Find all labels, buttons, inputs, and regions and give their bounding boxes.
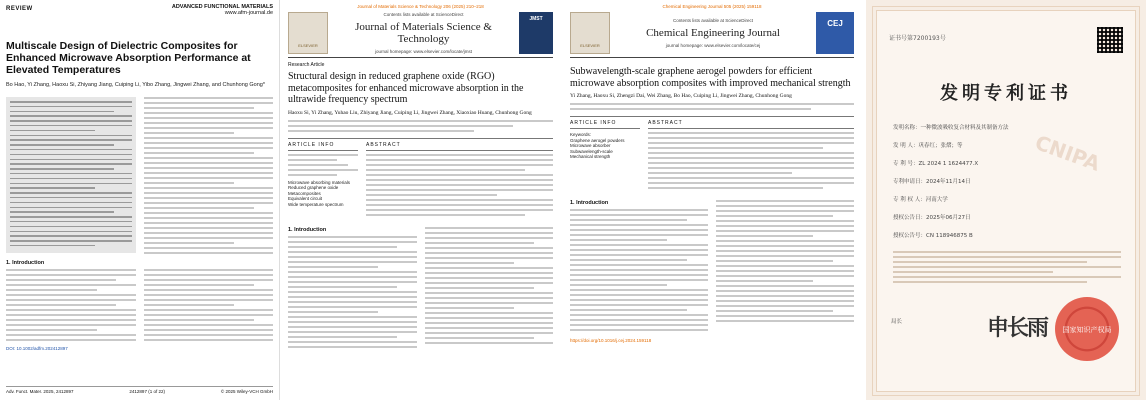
- elsevier-logo: ELSEVIER: [288, 12, 328, 54]
- journal-cover: JMST: [519, 12, 553, 54]
- availability-text: Contents lists available at ScienceDirect: [383, 12, 464, 17]
- body-columns: [288, 227, 553, 351]
- doi-link[interactable]: DOI: 10.1002/adfm.202412897: [6, 346, 68, 351]
- intro-heading: 1. Introduction: [6, 260, 45, 266]
- director-label: 局长: [891, 319, 903, 325]
- grant-date: 授权公告日：2025年06月27日: [893, 215, 971, 221]
- invention-name: 发明名称：一种微波吸收复合材料及其制备方法: [893, 125, 1009, 131]
- paper-title: Subwavelength-scale graphene aerogel powders for efficient microwave absorption composites with improved mechanical strength: [570, 66, 851, 89]
- paper-cej: [562, 0, 862, 400]
- official-seal-icon: 国家知识产权局: [1055, 297, 1119, 361]
- paper-adv-funct-mater: [0, 0, 280, 400]
- patent-number: 专 利 号：ZL 2024 1 1624477.X: [893, 161, 979, 167]
- journal-homepage[interactable]: journal homepage: www.elsevier.com/locate/cej: [665, 43, 761, 48]
- article-type: Research Article: [288, 62, 325, 68]
- journal-homepage[interactable]: journal homepage: www.elsevier.com/locate/jmst: [374, 49, 473, 54]
- certificate-paper: [876, 10, 1136, 392]
- patentee: 专 利 权 人：河南大学: [893, 197, 948, 203]
- paper-jmst: [282, 0, 559, 400]
- paper-title: Multiscale Design of Dielectric Composites for Enhanced Microwave Absorption Performance at Elevated Temperatures: [6, 40, 251, 76]
- affiliations: [288, 120, 553, 132]
- info-abstract: [570, 116, 854, 192]
- paper-authors: Haoxu Si, Yi Zhang, Yuhao Liu, Zhiyang Jiang, Cuiping Li, Jingwei Zhang, Xiaoxiao Huang, Chunhong Gong: [288, 109, 532, 116]
- abstract-label: ABSTRACT: [648, 120, 854, 129]
- section-label: REVIEW: [6, 6, 33, 12]
- watermark: CNIPA: [1031, 130, 1104, 176]
- paper-authors: Bo Hao, Yi Zhang, Haoxu Si, Zhiyang Jiang, Cuiping Li, Yibo Zhang, Jingwei Zhang, and Chunhong Gong*: [6, 82, 265, 88]
- certificate-body-text: [893, 251, 1121, 286]
- keyword-list: Microwave absorbing materials Reduced graphene oxide Metacomposites Equivalent circuit Wide temperature spectrum: [288, 179, 351, 207]
- paper-authors: Yi Zhang, Haoxu Si, Zhengzi Dai, Wei Zhang, Bo Hao, Cuiping Li, Jingwei Zhang, Chunhong Gong: [570, 93, 792, 99]
- availability-text: Contents lists available at ScienceDirect: [672, 18, 754, 23]
- body-columns: [570, 200, 854, 334]
- article-info-label: ARTICLE INFO: [570, 120, 640, 129]
- intro-heading: 1. Introduction: [570, 200, 609, 206]
- doi-link[interactable]: https://doi.org/10.1016/j.cej.2024.159118: [570, 338, 652, 343]
- certificate-number: 证书号第7200193号: [889, 35, 946, 42]
- journal-header: [570, 12, 854, 58]
- patent-certificate: [866, 0, 1146, 400]
- certificate-title: 发明专利证书: [940, 83, 1072, 104]
- paper-title: Structural design in reduced graphene oxide (RGO) metacomposites for enhanced microwave absorption in the ultrawide frequency spectrum: [288, 71, 524, 105]
- elsevier-logo: ELSEVIER: [570, 12, 610, 54]
- affiliations: [570, 103, 854, 110]
- qr-code-icon: [1097, 27, 1123, 53]
- abstract-box: [6, 97, 136, 253]
- inventors: 发 明 人：巩春红；张熠；等: [893, 143, 963, 149]
- abstract-label: ABSTRACT: [366, 142, 553, 151]
- article-info-label: ARTICLE INFO: [288, 142, 358, 151]
- citation-header: Journal of Materials Science & Technology 206 (2025) 210–218: [357, 4, 484, 9]
- journal-cover: CEJ: [816, 12, 854, 54]
- info-abstract: [288, 138, 553, 219]
- filing-date: 专利申请日：2024年11月14日: [893, 179, 971, 185]
- grant-number: 授权公告号：CN 118946875 B: [893, 233, 973, 239]
- citation-header: Chemical Engineering Journal 505 (2025) 159118: [662, 4, 762, 9]
- journal-name: Journal of Materials Science & Technology: [355, 21, 492, 45]
- journal-header: [288, 12, 553, 58]
- body-column: [144, 97, 273, 254]
- keyword-list: Keywords: Graphene aerogel powders Microwave absorber Subwavelength-scale Mechanical strength: [570, 132, 625, 159]
- intro-heading: 1. Introduction: [288, 226, 327, 233]
- intro-text: [6, 269, 273, 344]
- page-footer: Adv. Funct. Mater. 2025, 2412897 2412897 (1 of 22) © 2025 Wiley-VCH GmbH: [6, 386, 273, 394]
- journal-name: Chemical Engineering Journal: [646, 27, 780, 39]
- director-signature: 申长雨: [987, 315, 1048, 341]
- journal-logo: ADVANCED FUNCTIONAL MATERIALS www.afm-journal.de: [171, 4, 273, 16]
